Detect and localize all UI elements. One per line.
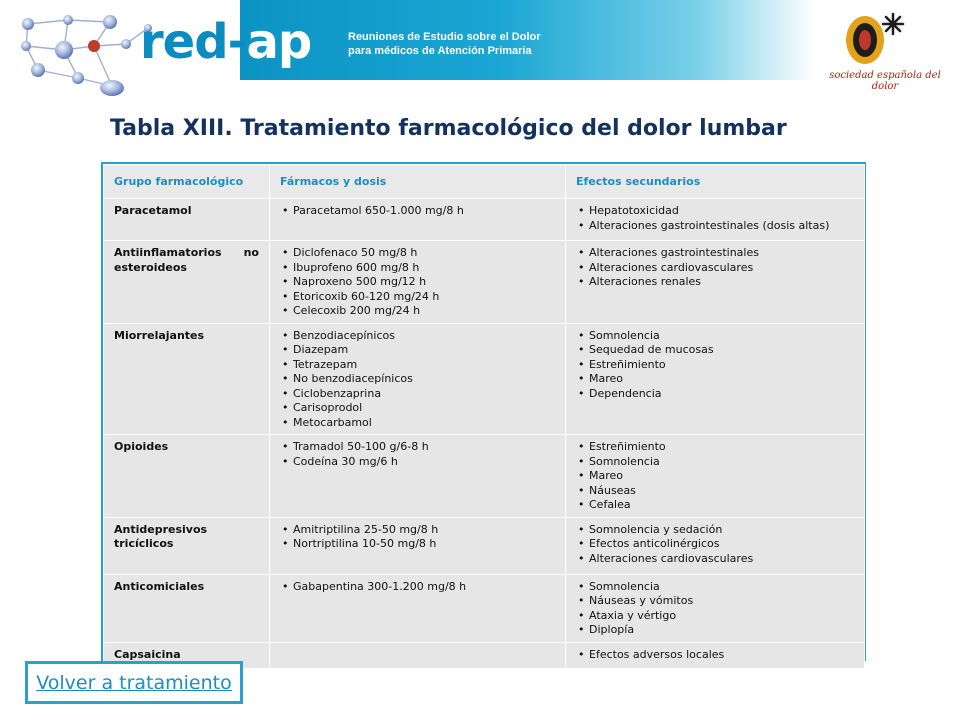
effect-item: • Alteraciones renales	[576, 275, 854, 290]
drug-item: • Celecoxib 200 mg/24 h	[280, 304, 555, 319]
effects-cell	[566, 323, 865, 435]
drug-item: • Diazepam	[280, 343, 555, 358]
effects-list	[576, 204, 854, 233]
effects-list	[576, 580, 854, 638]
effect-item: • Somnolencia	[576, 329, 854, 344]
page-header	[0, 0, 960, 100]
drug-item: • Nortriptilina 10-50 mg/8 h	[280, 537, 555, 552]
group-cell: Opioides	[104, 435, 270, 518]
table-row	[104, 241, 865, 324]
drugs-cell	[270, 435, 566, 518]
page-title: Tabla XIII. Tratamiento farmacológico del dolor lumbar	[110, 116, 787, 141]
drug-item: • Ibuprofeno 600 mg/8 h	[280, 261, 555, 276]
effects-cell	[566, 435, 865, 518]
back-to-treatment-link[interactable]: Volver a tratamiento	[36, 671, 232, 694]
column-header-effects: Efectos secundarios	[566, 165, 865, 199]
tagline-line-1: Reuniones de Estudio sobre el Dolor	[348, 31, 541, 43]
drug-item: • Codeína 30 mg/6 h	[280, 455, 555, 470]
effect-item: • Mareo	[576, 372, 854, 387]
drugs-list	[280, 580, 555, 595]
drugs-cell	[270, 642, 566, 668]
table-row	[104, 517, 865, 574]
effect-item: • Dependencia	[576, 387, 854, 402]
drugs-cell	[270, 199, 566, 241]
back-to-treatment-button[interactable]	[25, 661, 243, 704]
drugs-list	[280, 246, 555, 319]
effects-list	[576, 440, 854, 513]
effect-item: • Somnolencia y sedación	[576, 523, 854, 538]
column-header-drugs: Fármacos y dosis	[270, 165, 566, 199]
drug-item: • Gabapentina 300-1.200 mg/8 h	[280, 580, 555, 595]
effect-item: • Alteraciones gastrointestinales (dosis altas)	[576, 219, 854, 234]
effect-item: • Hepatotoxicidad	[576, 204, 854, 219]
effects-list	[576, 648, 854, 663]
effect-item: • Alteraciones gastrointestinales	[576, 246, 854, 261]
column-header-group: Grupo farmacológico	[104, 165, 270, 199]
drugs-cell	[270, 241, 566, 324]
drug-item: • Diclofenaco 50 mg/8 h	[280, 246, 555, 261]
effects-list	[576, 523, 854, 567]
effect-item: • Náuseas y vómitos	[576, 594, 854, 609]
effect-item: • Cefalea	[576, 498, 854, 513]
logo-prefix: red-	[140, 14, 247, 70]
effect-item: • Efectos adversos locales	[576, 648, 854, 663]
drug-item: • Metocarbamol	[280, 416, 555, 431]
table-row	[104, 199, 865, 241]
drugs-cell	[270, 323, 566, 435]
effect-item: • Mareo	[576, 469, 854, 484]
drugs-list	[280, 204, 555, 219]
effect-item: • Náuseas	[576, 484, 854, 499]
drug-item: • No benzodiacepínicos	[280, 372, 555, 387]
table-row	[104, 574, 865, 642]
treatment-table-container	[101, 162, 866, 661]
effects-list	[576, 329, 854, 402]
society-name: sociedad española del dolor	[829, 70, 941, 92]
group-cell: Capsaicina	[104, 642, 270, 668]
effects-cell	[566, 241, 865, 324]
tagline-line-2: para médicos de Atención Primaria	[348, 45, 532, 57]
effect-item: • Somnolencia	[576, 580, 854, 595]
effect-item: • Ataxia y vértigo	[576, 609, 854, 624]
group-cell: Anticomiciales	[104, 574, 270, 642]
drugs-list	[280, 329, 555, 431]
drug-item: • Ciclobenzaprina	[280, 387, 555, 402]
effects-cell	[566, 574, 865, 642]
treatment-table	[103, 164, 865, 669]
effect-item: • Alteraciones cardiovasculares	[576, 552, 854, 567]
effect-item: • Estreñimiento	[576, 440, 854, 455]
effects-list	[576, 246, 854, 290]
group-cell: Antidepresivos tricíclicos	[104, 517, 270, 574]
group-cell: Antiinflamatorios no esteroideos	[104, 241, 270, 324]
drug-item: • Etoricoxib 60-120 mg/24 h	[280, 290, 555, 305]
effect-item: • Diplopía	[576, 623, 854, 638]
drug-item: • Amitriptilina 25-50 mg/8 h	[280, 523, 555, 538]
effect-item: • Efectos anticolinérgicos	[576, 537, 854, 552]
drug-item: • Tramadol 50-100 g/6-8 h	[280, 440, 555, 455]
drug-item: • Carisoprodol	[280, 401, 555, 416]
effects-cell	[566, 517, 865, 574]
drugs-cell	[270, 574, 566, 642]
table-row	[104, 323, 865, 435]
effects-cell	[566, 642, 865, 668]
table-row	[104, 435, 865, 518]
effect-item: • Somnolencia	[576, 455, 854, 470]
effect-item: • Alteraciones cardiovasculares	[576, 261, 854, 276]
group-cell: Miorrelajantes	[104, 323, 270, 435]
drug-item: • Paracetamol 650-1.000 mg/8 h	[280, 204, 555, 219]
table-body	[104, 199, 865, 669]
drugs-cell	[270, 517, 566, 574]
effects-cell	[566, 199, 865, 241]
logo-suffix: ap	[246, 14, 312, 70]
drug-item: • Naproxeno 500 mg/12 h	[280, 275, 555, 290]
group-cell: Paracetamol	[104, 199, 270, 241]
table-header-row	[104, 165, 865, 199]
effect-item: • Estreñimiento	[576, 358, 854, 373]
effect-item: • Sequedad de mucosas	[576, 343, 854, 358]
drug-item: • Benzodiacepínicos	[280, 329, 555, 344]
drugs-list	[280, 440, 555, 469]
drug-item: • Tetrazepam	[280, 358, 555, 373]
tagline	[348, 30, 541, 58]
red-ap-logo	[140, 14, 312, 70]
drugs-list	[280, 523, 555, 552]
